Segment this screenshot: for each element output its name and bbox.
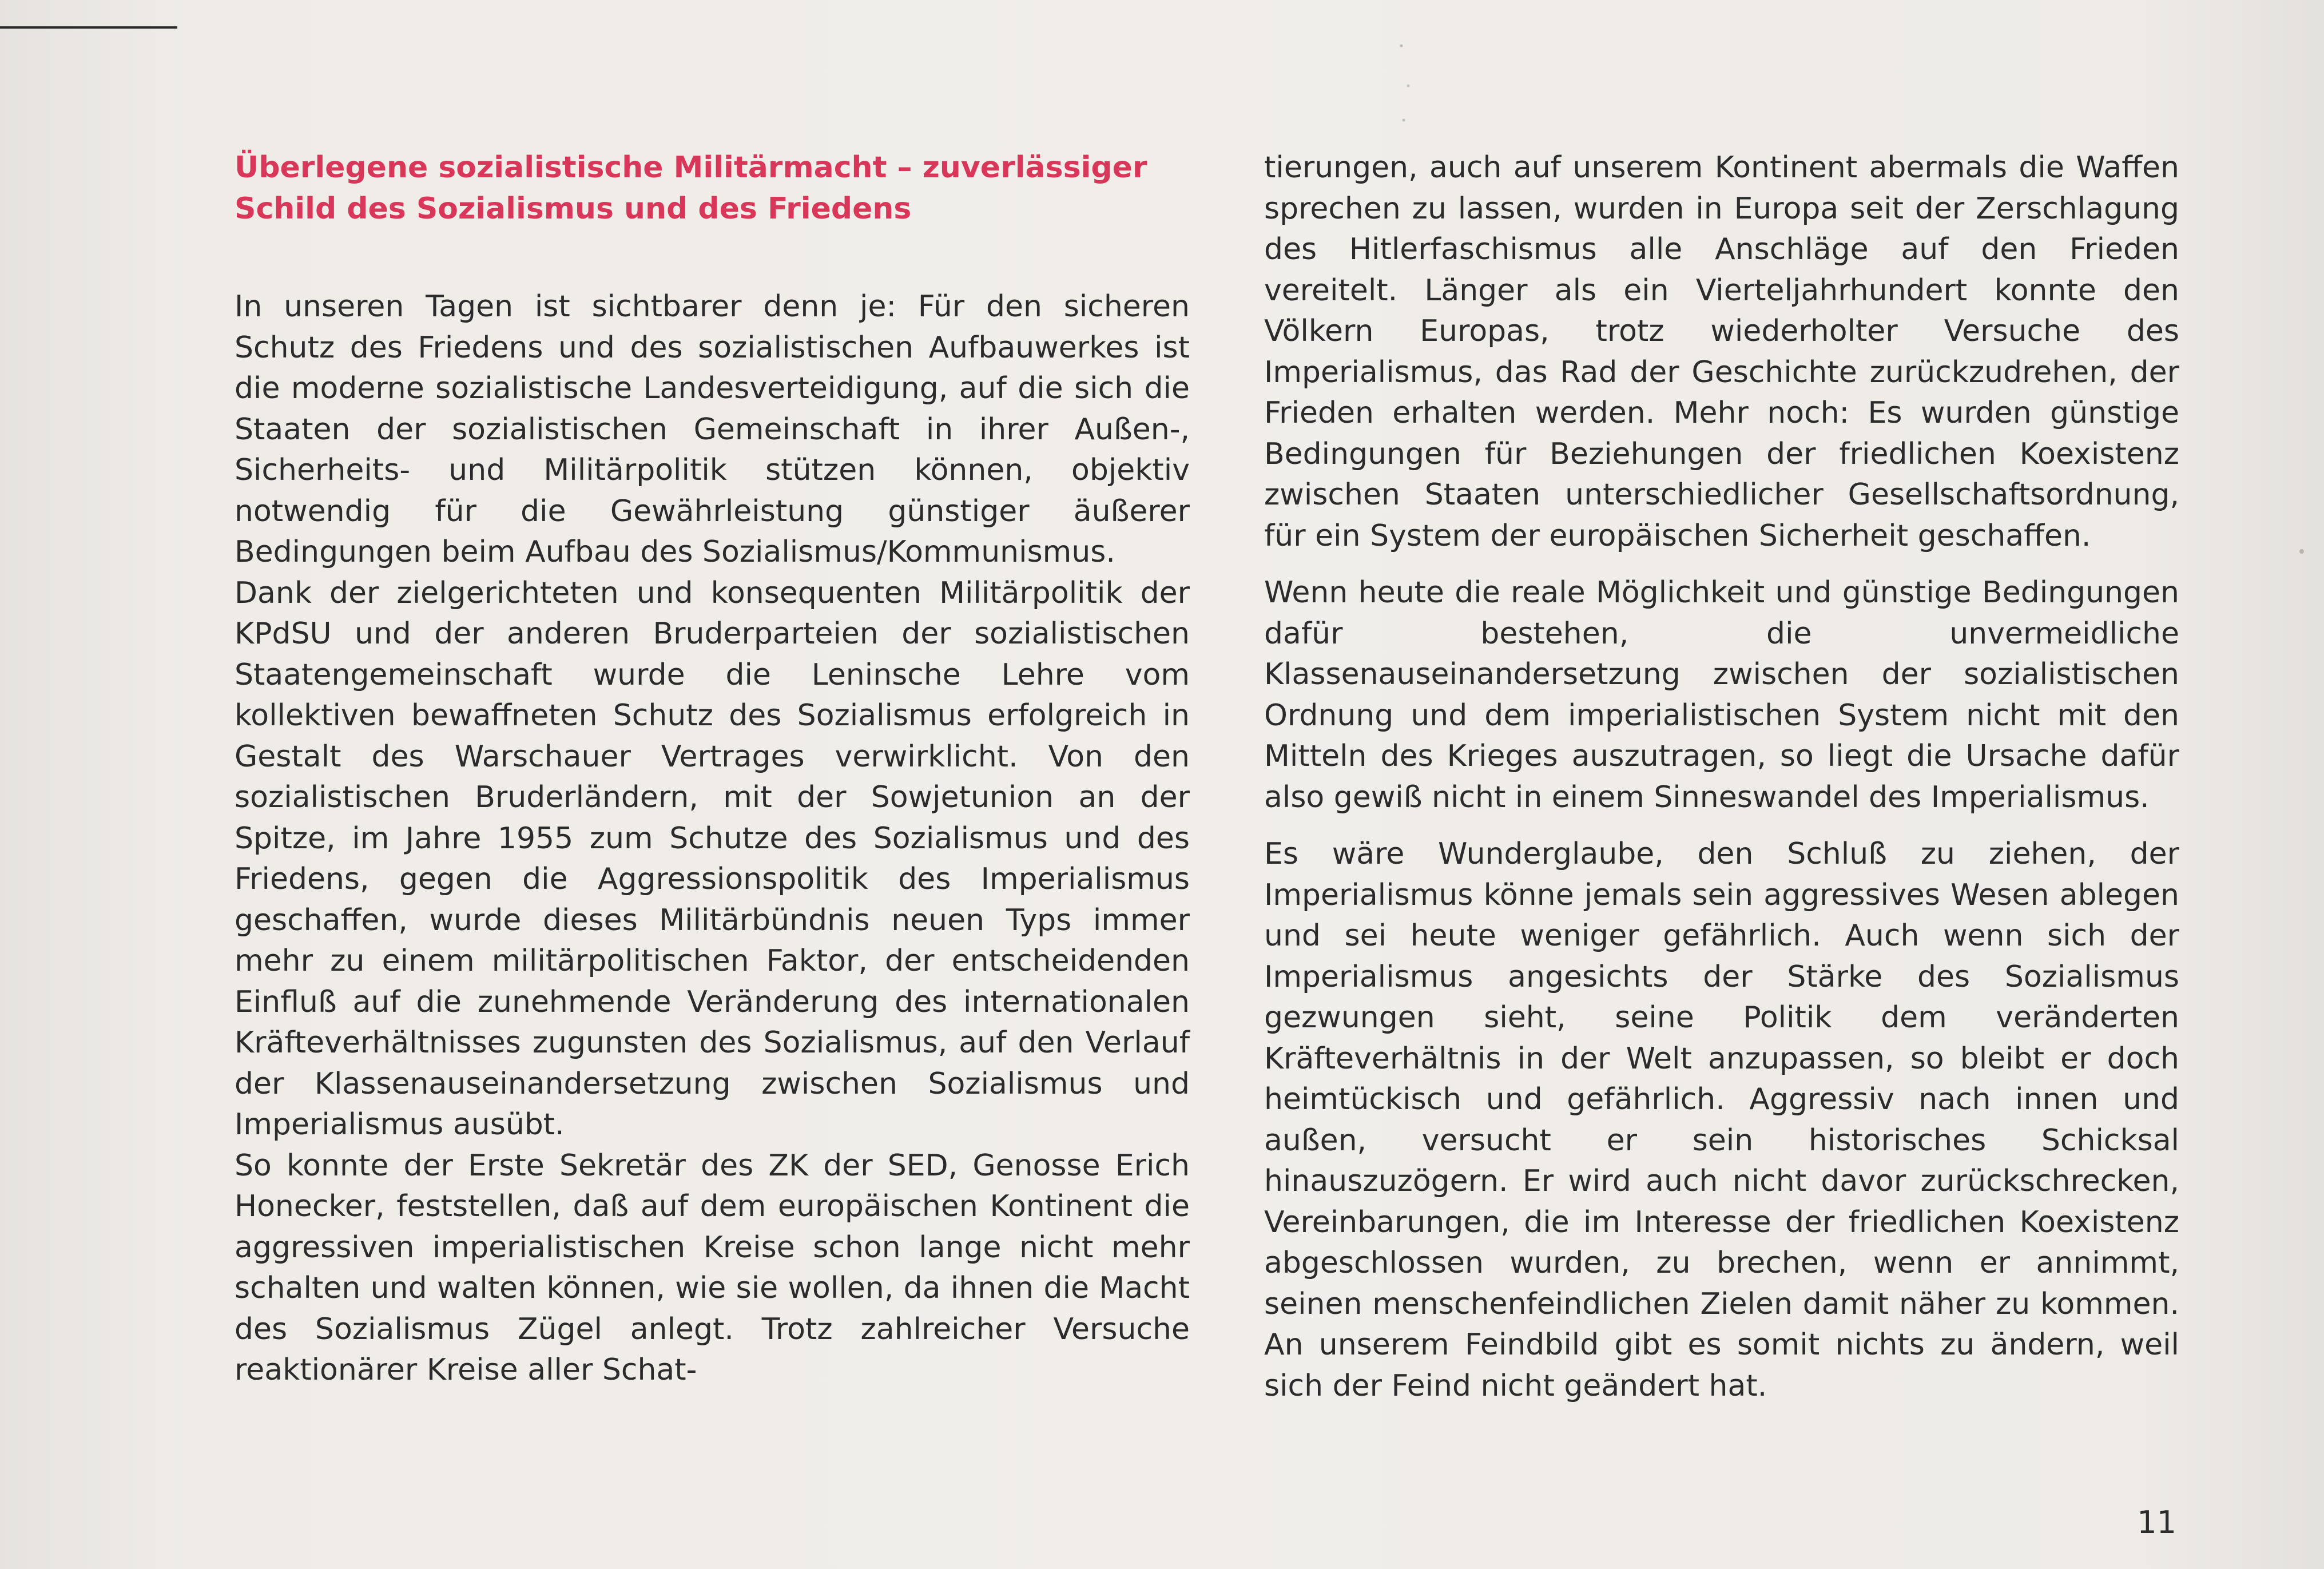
page-number: 11 <box>2137 1504 2176 1540</box>
top-rule <box>0 26 177 29</box>
heading-line-1: Überlegene sozialistische Militärmacht – zuverlässiger <box>235 150 1147 185</box>
paragraph: tierungen, auch auf unserem Kontinent abermals die Waffen sprechen zu lassen, wurden in Europa seit der Zerschlagung des Hitlerfaschismus alle Anschläge auf den Frieden vereitelt. Länger als ein Vierteljahrhundert konnte den Völkern Europas, trotz wiederholter Versuche des Imperialismus, das Rad der Geschichte zurückzudrehen, der Frieden erhalten werden. Mehr noch: Es wurden günstige Bedingungen für Beziehungen der friedlichen Koexistenz zwischen Staaten unterschiedlicher Gesellschaftsordnung, für ein System der europäischen Sicherheit geschaffen. <box>1264 150 2179 553</box>
section-heading <box>235 148 1190 229</box>
heading-line-2: Schild des Sozialismus und des Friedens <box>235 191 912 226</box>
paper-mark <box>2299 549 2304 554</box>
paragraph: Dank der zielgerichteten und konsequenten Militärpolitik der KPdSU und der anderen Bruderparteien der sozialistischen Staatengemeinschaft wurde die Leninsche Lehre vom kollektiven bewaffneten Schutz des Sozialismus erfolgreich in Gestalt des Warschauer Vertrages verwirklicht. Von den sozialistischen Bruderländern, mit der Sowjetunion an der Spitze, im Jahre 1955 zum Schutze des Sozialismus und des Friedens, gegen die Aggressionspolitik des Imperialismus geschaffen, wurde dieses Militärbündnis neuen Typs immer mehr zu einem militärpolitischen Faktor, der entscheidenden Einfluß auf die zunehmende Veränderung des internationalen Kräfteverhältnisses zugunsten des Sozialismus, auf den Verlauf der Klassenauseinandersetzung zwischen Sozialismus und Imperialismus ausübt. <box>235 575 1190 1142</box>
paragraph: Es wäre Wunderglaube, den Schluß zu ziehen, der Imperialismus könne jemals sein aggressives Wesen ablegen und sei heute weniger gefährlich. Auch wenn sich der Imperialismus angesichts der Stärke des Sozialismus gezwungen sieht, seine Politik dem veränderten Kräfteverhältnis in der Welt anzupassen, so bleibt er doch heimtückisch und gefährlich. Aggressiv nach innen und außen, versucht er sein historisches Schicksal hinauszuzögern. Er wird auch nicht davor zurückschrecken, Vereinbarungen, die im Interesse der friedlichen Koexistenz abgeschlossen wurden, zu brechen, wenn er annimmt, seinen menschenfeindlichen Zielen damit näher zu kommen. An unserem Feindbild gibt es somit nichts zu ändern, weil sich der Feind nicht geändert hat. <box>1264 837 2179 1403</box>
left-column <box>235 148 1190 1391</box>
paragraph: In unseren Tagen ist sichtbarer denn je: Für den sicheren Schutz des Friedens und des sozialistischen Aufbauwerkes ist die moderne sozialistische Landesverteidigung, auf die sich die Staaten der sozialistischen Gemeinschaft in ihrer Außen-, Sicherheits- und Militärpolitik stützen können, objektiv notwendig für die Gewährleistung günstiger äußerer Bedingungen beim Aufbau des Sozialismus/Kommunismus. <box>235 289 1190 569</box>
paper-speck <box>1395 23 1417 137</box>
paragraph: So konnte der Erste Sekretär des ZK der SED, Genosse Erich Honecker, feststellen, daß auf dem europäischen Kontinent die aggressiven imperialistischen Kreise schon lange nicht mehr schalten und walten können, wie sie wollen, da ihnen die Macht des Sozialismus Zügel anlegt. Trotz zahlreicher Versuche reaktionärer Kreise aller Schat- <box>235 1148 1190 1387</box>
right-column <box>1264 148 2179 1407</box>
paragraph: Wenn heute die reale Möglichkeit und günstige Bedingungen dafür bestehen, die unvermeidliche Klassenauseinandersetzung zwischen der sozialistischen Ordnung und dem imperialistischen System nicht mit den Mitteln des Krieges auszutragen, so liegt die Ursache dafür also gewiß nicht in einem Sinneswandel des Imperialismus. <box>1264 575 2179 815</box>
